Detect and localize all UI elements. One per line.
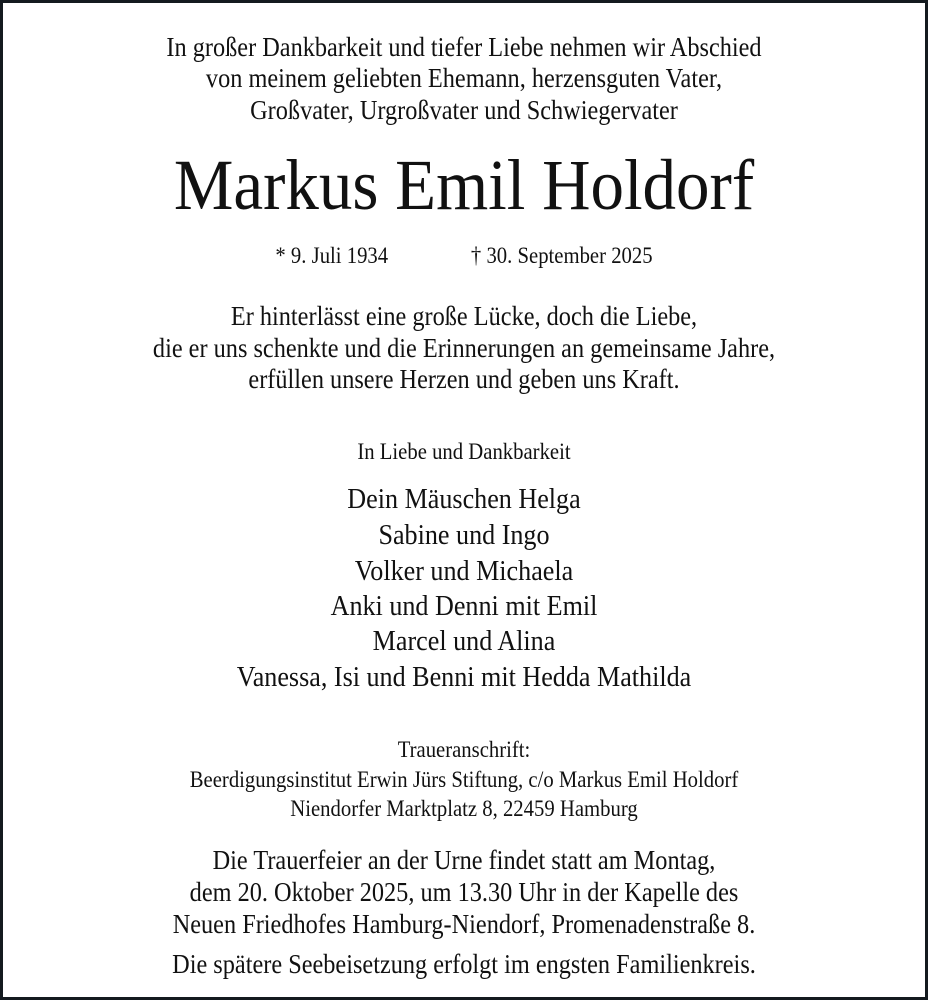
family-member: Volker und Michaela	[354, 555, 574, 587]
intro-line: von meinem geliebten Ehemann, herzensguten Vater,	[205, 63, 723, 93]
burial-note: Die spätere Seebeisetzung erfolgt im engsten Familienkreis.	[172, 949, 756, 979]
birth-date: * 9. Juli 1934	[275, 243, 389, 268]
tribute-line: die er uns schenkte und die Erinnerungen an gemeinsame Jahre,	[152, 333, 776, 363]
closing-line: In Liebe und Dankbarkeit	[357, 439, 571, 464]
address-line: Beerdigungsinstitut Erwin Jürs Stiftung, c/o Markus Emil Holdorf	[189, 767, 739, 792]
ceremony-line: Die Trauerfeier an der Urne findet statt am Montag,	[212, 845, 716, 875]
family-member: Marcel und Alina	[372, 625, 556, 657]
family-member: Dein Mäuschen Helga	[347, 483, 581, 515]
intro-line: In großer Dankbarkeit und tiefer Liebe nehmen wir Abschied	[166, 32, 762, 62]
family-member: Anki und Denni mit Emil	[330, 590, 598, 622]
tribute-line: Er hinterlässt eine große Lücke, doch die Liebe,	[230, 301, 698, 331]
life-dates	[46, 242, 881, 270]
deceased-name: Markus Emil Holdorf	[173, 145, 755, 225]
family-member: Vanessa, Isi und Benni mit Hedda Mathilda	[236, 661, 692, 693]
address-label: Traueranschrift:	[397, 737, 531, 762]
address-line: Niendorfer Marktplatz 8, 22459 Hamburg	[290, 796, 638, 821]
tribute-line: erfüllen unsere Herzen und geben uns Kraft.	[248, 364, 680, 394]
ceremony-line: dem 20. Oktober 2025, um 13.30 Uhr in der Kapelle des	[189, 877, 739, 907]
death-date: † 30. September 2025	[470, 243, 653, 268]
intro-line: Großvater, Urgroßvater und Schwiegervater	[250, 95, 678, 125]
ceremony-line: Neuen Friedhofes Hamburg-Niendorf, Promenadenstraße 8.	[172, 909, 756, 939]
family-member: Sabine und Ingo	[378, 519, 550, 551]
